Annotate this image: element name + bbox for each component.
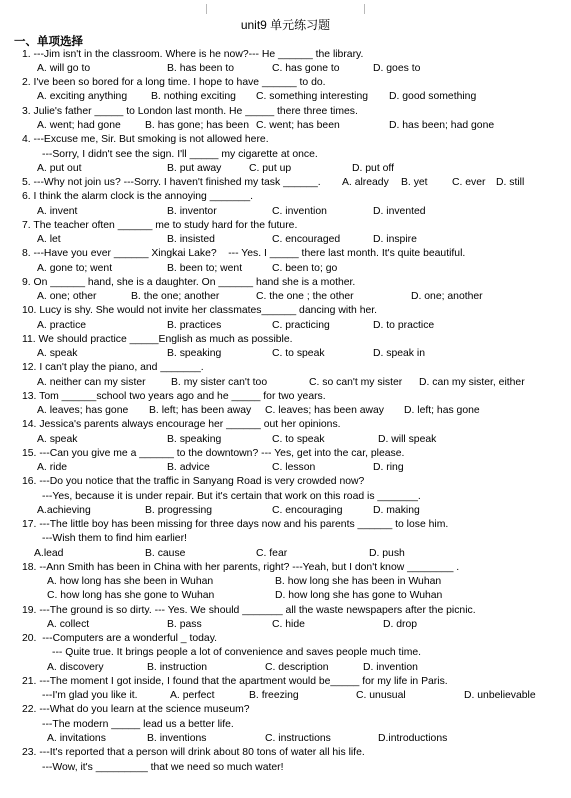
question-21-option: A. perfect <box>170 690 215 701</box>
question-6-stem: 6. I think the alarm clock is the annoying _______. <box>22 191 254 202</box>
question-3-stem: 3. Julie's father _____ to London last month. He _____ there three times. <box>22 106 358 117</box>
question-21-option: B. freezing <box>249 690 299 701</box>
question-19-option: C. hide <box>272 619 305 630</box>
question-21-option: D. unbelievable <box>464 690 536 701</box>
question-10-option: D. to practice <box>373 320 435 331</box>
question-12-option: D. can my sister, either <box>419 377 525 388</box>
crop-mark-right <box>364 4 365 14</box>
question-12-option: A. neither can my sister <box>37 377 146 388</box>
question-9-option: C. the one ; the other <box>256 291 354 302</box>
question-16-option: B. progressing <box>145 505 212 516</box>
question-2-option: D. good something <box>389 91 477 102</box>
question-2-stem: 2. I've been so bored for a long time. I hope to have ______ to do. <box>22 77 326 88</box>
question-23-stem: 23. ---It's reported that a person will drink about 80 tons of water all his life. <box>22 747 365 758</box>
question-16-option: D. making <box>373 505 420 516</box>
question-6-option: D. invented <box>373 206 426 217</box>
question-3-option: D. has been; had gone <box>389 120 495 131</box>
question-19-option: A. collect <box>47 619 90 630</box>
question-4-option: A. put out <box>37 163 82 174</box>
question-19-stem: 19. ---The ground is so dirty. --- Yes. We should _______ all the waste newspapers after the picnic. <box>22 605 476 616</box>
question-9-option: D. one; another <box>411 291 483 302</box>
question-14-option: B. speaking <box>167 434 222 445</box>
question-6-option: A. invent <box>37 206 78 217</box>
question-23-reply: ---Wow, it's _________ that we need so much water! <box>42 762 284 773</box>
question-10-option: B. practices <box>167 320 222 331</box>
question-12-stem: 12. I can't play the piano, and _______. <box>22 362 204 373</box>
page-title: unit9 单元练习题 <box>240 18 331 32</box>
question-21-option: C. unusual <box>356 690 406 701</box>
question-3-option: A. went; had gone <box>37 120 121 131</box>
question-1-option: A. will go to <box>37 63 91 74</box>
question-16-option: C. encouraging <box>272 505 343 516</box>
question-17-option: D. push <box>369 548 405 559</box>
question-10-option: A. practice <box>37 320 87 331</box>
question-6-option: C. invention <box>272 206 327 217</box>
question-9-option: B. the one; another <box>131 291 220 302</box>
question-5-option: C. ever <box>452 177 486 188</box>
question-5-option: B. yet <box>401 177 428 188</box>
question-13-option: C. leaves; has been away <box>265 405 384 416</box>
question-6-option: B. inventor <box>167 206 217 217</box>
question-17-stem: 17. ---The little boy has been missing for three days now and his parents ______ to lose him. <box>22 519 449 530</box>
question-18-option: A. how long has she been in Wuhan <box>47 576 214 587</box>
question-7-option: C. encouraged <box>272 234 341 245</box>
question-20-option: B. instruction <box>147 662 208 673</box>
question-15-option: D. ring <box>373 462 404 473</box>
question-9-stem: 9. On ______ hand, she is a daughter. On ______ hand she is a mother. <box>22 277 356 288</box>
question-19-option: B. pass <box>167 619 202 630</box>
question-20-option: D. invention <box>363 662 418 673</box>
question-11-option: C. to speak <box>272 348 325 359</box>
question-1-stem: 1. ---Jim isn't in the classroom. Where is he now?--- He ______ the library. <box>22 49 364 60</box>
question-12-option: C. so can't my sister <box>309 377 403 388</box>
question-16-reply: ---Yes, because it is under repair. But it's certain that work on this road is _______. <box>42 491 421 502</box>
question-11-option: D. speak in <box>373 348 425 359</box>
question-14-option: C. to speak <box>272 434 325 445</box>
question-22-option: D.introductions <box>378 733 448 744</box>
question-14-option: A. speak <box>37 434 78 445</box>
question-20-option: A. discovery <box>47 662 104 673</box>
question-22-option: A. invitations <box>47 733 106 744</box>
question-1-option: B. has been to <box>167 63 235 74</box>
question-2-option: C. something interesting <box>256 91 369 102</box>
question-10-option: C. practicing <box>272 320 330 331</box>
question-1-option: D. goes to <box>373 63 421 74</box>
question-16-stem: 16. ---Do you notice that the traffic in Sanyang Road is very crowded now? <box>22 476 365 487</box>
question-11-option: B. speaking <box>167 348 222 359</box>
question-17-reply: ---Wish them to find him earlier! <box>42 533 187 544</box>
question-7-option: A. let <box>37 234 61 245</box>
question-14-option: D. will speak <box>378 434 437 445</box>
question-22-reply: ---The modern _____ lead us a better life. <box>42 719 234 730</box>
question-11-stem: 11. We should practice _____English as much as possible. <box>22 334 293 345</box>
question-20-reply: --- Quite true. It brings people a lot of convenience and saves people much time. <box>52 647 422 658</box>
question-7-stem: 7. The teacher often ______ me to study hard for the future. <box>22 220 298 231</box>
question-20-option: C. description <box>265 662 329 673</box>
section-heading: 一、单项选择 <box>14 36 83 48</box>
question-13-option: A. leaves; has gone <box>37 405 129 416</box>
question-16-option: A.achieving <box>37 505 91 516</box>
question-18-option: D. how long she has gone to Wuhan <box>275 590 443 601</box>
question-22-option: B. inventions <box>147 733 207 744</box>
question-8-option: B. been to; went <box>167 263 243 274</box>
question-18-option: C. how long has she gone to Wuhan <box>47 590 215 601</box>
crop-mark-left <box>206 4 207 14</box>
question-15-stem: 15. ---Can you give me a ______ to the downtown? --- Yes, get into the car, please. <box>22 448 405 459</box>
question-2-option: A. exciting anything <box>37 91 128 102</box>
question-3-option: C. went; has been <box>256 120 340 131</box>
question-18-option: B. how long she has been in Wuhan <box>275 576 442 587</box>
question-5-option: A. already <box>342 177 389 188</box>
question-4-option: D. put off <box>352 163 394 174</box>
question-4-option: B. put away <box>167 163 222 174</box>
question-18-stem: 18. --Ann Smith has been in China with her parents, right? ---Yeah, but I don't know ________ . <box>22 562 460 573</box>
question-7-option: B. insisted <box>167 234 215 245</box>
question-13-stem: 13. Tom ______school two years ago and he _____ for two years. <box>22 391 326 402</box>
question-4-option: C. put up <box>249 163 292 174</box>
question-2-option: B. nothing exciting <box>151 91 236 102</box>
question-19-option: D. drop <box>383 619 418 630</box>
question-21-reply: ---I'm glad you like it. <box>42 690 138 701</box>
question-1-option: C. has gone to <box>272 63 340 74</box>
question-11-option: A. speak <box>37 348 78 359</box>
question-4-reply: ---Sorry, I didn't see the sign. I'll _____ my cigarette at once. <box>42 149 318 160</box>
question-12-option: B. my sister can't too <box>171 377 268 388</box>
question-22-stem: 22. ---What do you learn at the science museum? <box>22 704 250 715</box>
question-4-stem: 4. ---Excuse me, Sir. But smoking is not allowed here. <box>22 134 269 145</box>
question-15-option: C. lesson <box>272 462 316 473</box>
question-17-option: A.lead <box>34 548 64 559</box>
question-5-option: D. still <box>496 177 525 188</box>
question-22-option: C. instructions <box>265 733 331 744</box>
question-8-option: A. gone to; went <box>37 263 113 274</box>
question-15-option: A. ride <box>37 462 68 473</box>
question-3-option: B. has gone; has been <box>145 120 249 131</box>
question-17-option: C. fear <box>256 548 288 559</box>
question-14-stem: 14. Jessica's parents always encourage her ______ out her opinions. <box>22 419 341 430</box>
question-5-stem: 5. ---Why not join us? ---Sorry. I haven't finished my task ______. <box>22 177 321 188</box>
question-7-option: D. inspire <box>373 234 417 245</box>
question-17-option: B. cause <box>145 548 186 559</box>
question-13-option: B. left; has been away <box>149 405 252 416</box>
question-8-stem: 8. ---Have you ever ______ Xingkai Lake? --- Yes. I _____ there last month. It's quite beautiful. <box>22 248 466 259</box>
question-8-option: C. been to; go <box>272 263 338 274</box>
question-9-option: A. one; other <box>37 291 97 302</box>
question-21-stem: 21. ---The moment I got inside, I found that the apartment would be_____ for my life in Paris. <box>22 676 448 687</box>
question-13-option: D. left; has gone <box>404 405 480 416</box>
question-15-option: B. advice <box>167 462 210 473</box>
question-10-stem: 10. Lucy is shy. She would not invite her classmates______ dancing with her. <box>22 305 378 316</box>
question-20-stem: 20. ---Computers are a wonderful _ today. <box>22 633 218 644</box>
